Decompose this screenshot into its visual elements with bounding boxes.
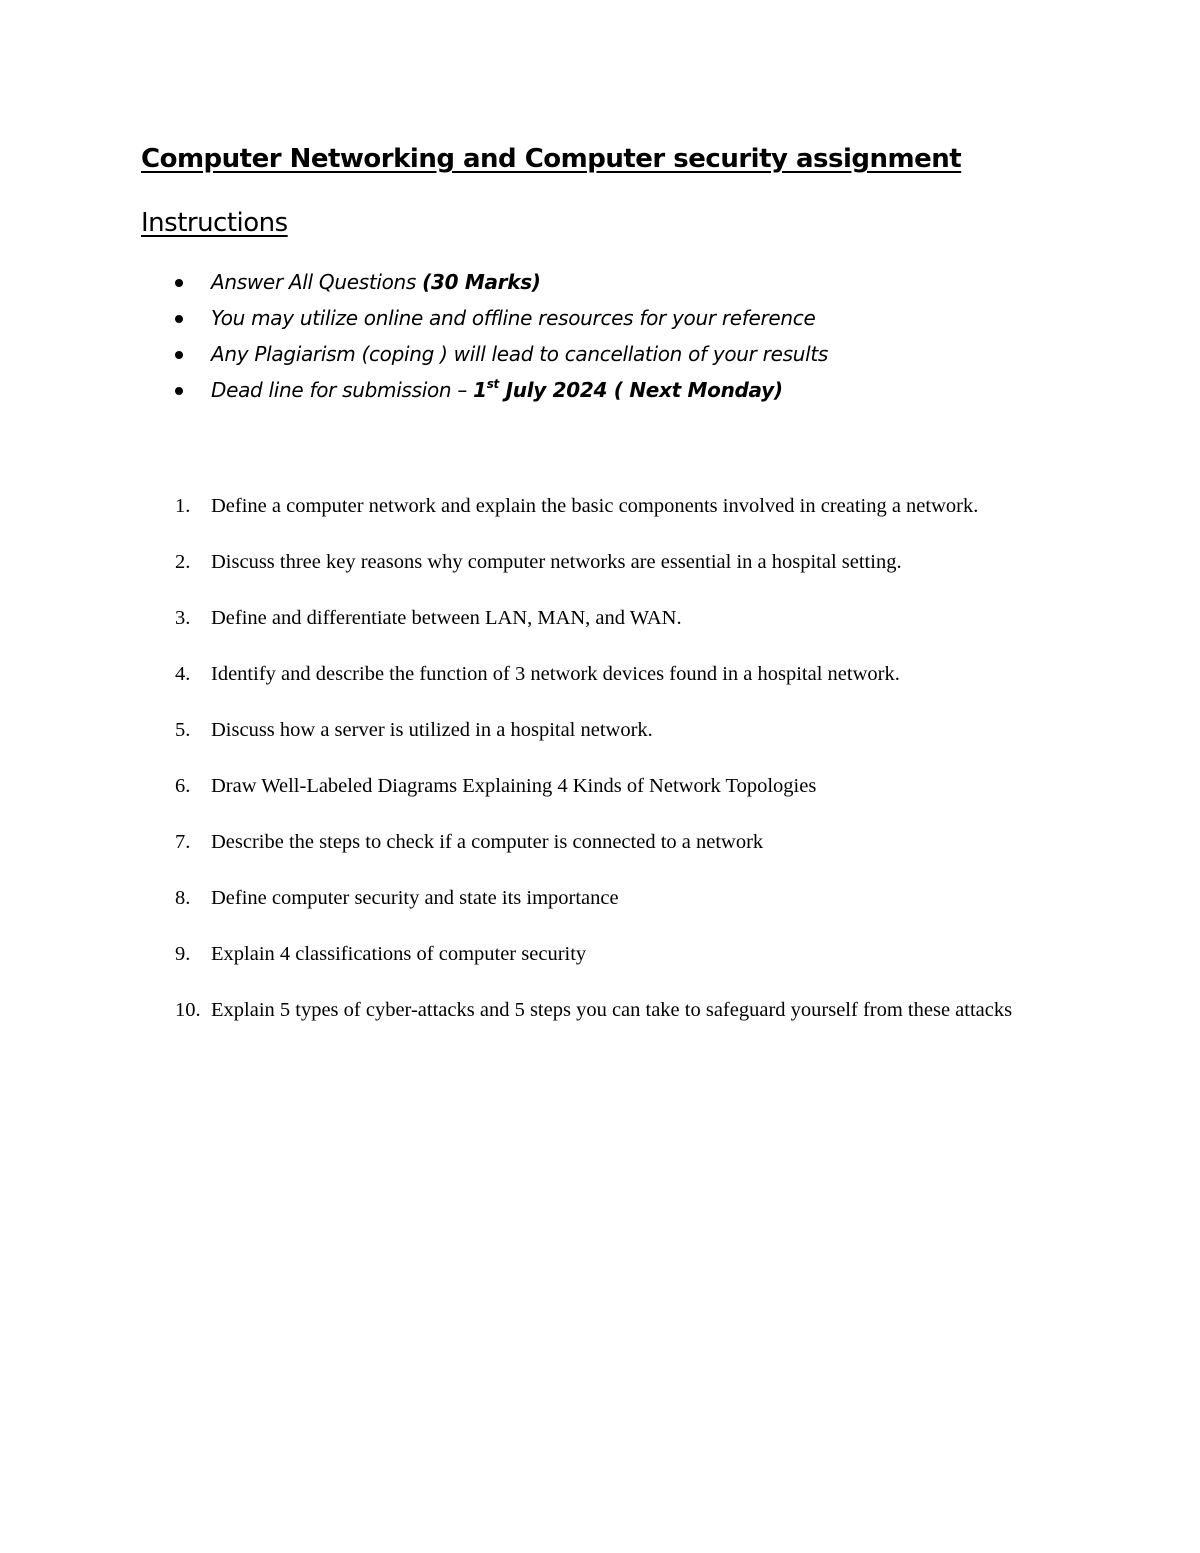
instruction-text: Any Plagiarism (coping ) will lead to cancellation of your results <box>211 342 829 366</box>
questions-list <box>0 486 1200 1046</box>
question-text: Explain 4 classifications of computer security <box>211 943 587 965</box>
deadline-date <box>473 378 783 402</box>
question-text: Define a computer network and explain the basic components involved in creating a network. <box>211 495 979 517</box>
question-item <box>0 878 1200 918</box>
question-number: 9. <box>175 943 191 965</box>
instructions-list <box>0 264 1200 408</box>
question-number: 10. <box>175 999 201 1021</box>
question-item <box>0 766 1200 806</box>
question-text: Discuss three key reasons why computer networks are essential in a hospital setting. <box>211 551 902 573</box>
question-item <box>0 486 1200 526</box>
question-item <box>0 598 1200 638</box>
instruction-main: Answer All Questions <box>211 270 423 294</box>
instruction-text <box>211 270 541 294</box>
question-number: 8. <box>175 887 191 909</box>
question-text: Identify and describe the function of 3 network devices found in a hospital network. <box>211 663 900 685</box>
question-text: Define computer security and state its importance <box>211 887 619 909</box>
question-number: 6. <box>175 775 191 797</box>
question-number: 3. <box>175 607 191 629</box>
question-text: Define and differentiate between LAN, MAN, and WAN. <box>211 607 682 629</box>
question-number: 4. <box>175 663 191 685</box>
deadline-day-suffix: st <box>486 377 499 391</box>
question-item <box>0 822 1200 862</box>
instructions-heading: Instructions <box>141 208 288 238</box>
bullet-icon <box>175 387 183 395</box>
deadline-label: Dead line for submission – <box>211 378 474 402</box>
question-number: 5. <box>175 719 191 741</box>
instruction-item <box>0 372 1200 408</box>
question-text: Discuss how a server is utilized in a hospital network. <box>211 719 653 741</box>
question-text: Describe the steps to check if a computer is connected to a network <box>211 831 764 853</box>
instruction-marks: (30 Marks) <box>422 270 541 294</box>
question-item <box>0 654 1200 694</box>
deadline-day: 1 <box>473 378 487 402</box>
question-item <box>0 934 1200 974</box>
deadline-rest: July 2024 ( Next Monday) <box>498 378 783 402</box>
question-item <box>0 542 1200 582</box>
bullet-icon <box>175 279 183 287</box>
question-number: 7. <box>175 831 191 853</box>
instruction-item <box>0 300 1200 336</box>
bullet-icon <box>175 315 183 323</box>
instruction-item <box>0 264 1200 300</box>
question-text: Draw Well-Labeled Diagrams Explaining 4 Kinds of Network Topologies <box>211 775 817 797</box>
question-item <box>0 990 1200 1030</box>
question-number: 2. <box>175 551 191 573</box>
question-item <box>0 710 1200 750</box>
question-text: Explain 5 types of cyber-attacks and 5 steps you can take to safeguard yourself from these attacks <box>211 999 1013 1021</box>
document-title: Computer Networking and Computer security assignment <box>141 144 962 174</box>
instruction-item <box>0 336 1200 372</box>
instruction-text: You may utilize online and offline resources for your reference <box>211 306 816 330</box>
bullet-icon <box>175 351 183 359</box>
instruction-text <box>211 378 783 402</box>
question-number: 1. <box>175 495 191 517</box>
